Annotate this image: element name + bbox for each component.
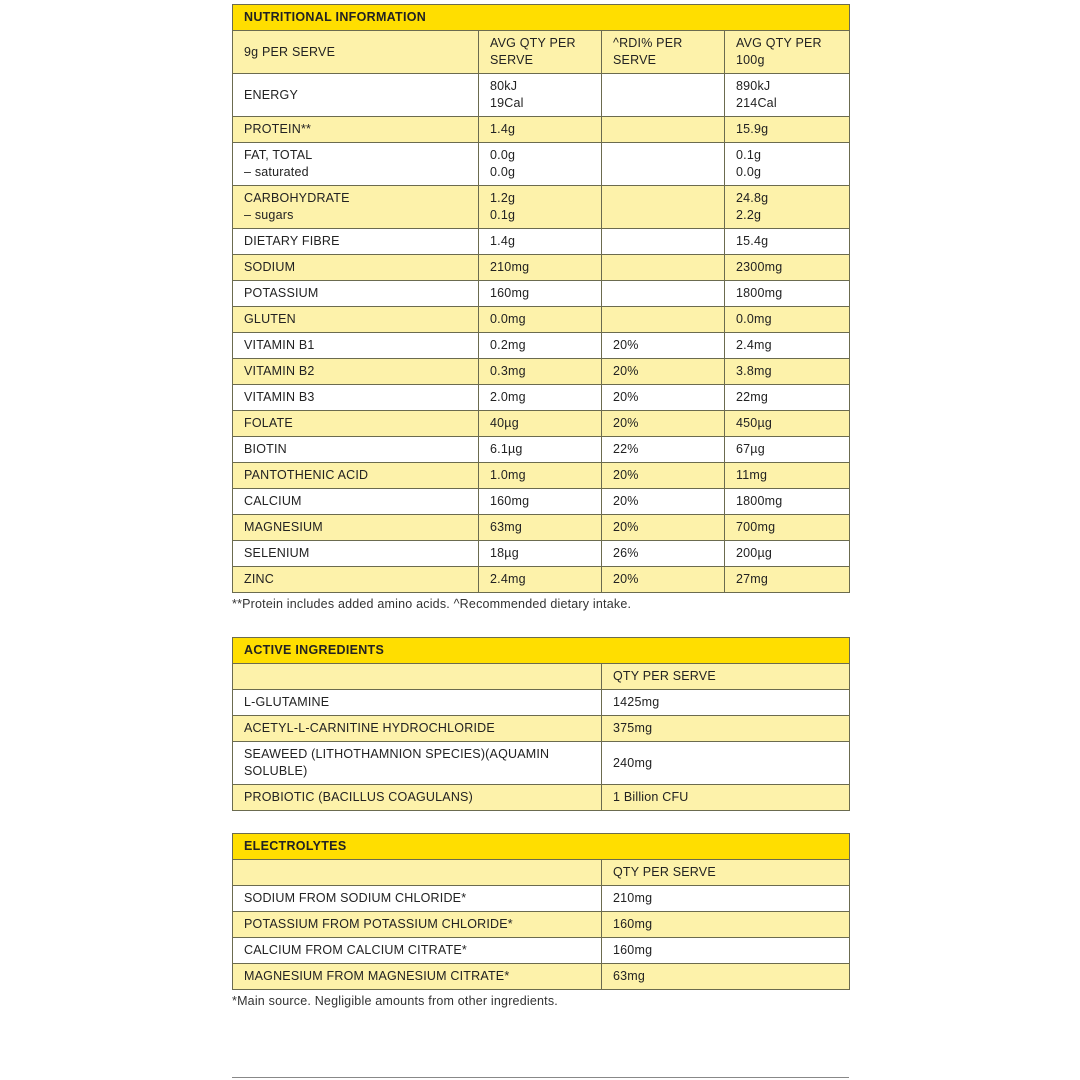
rdi-percent: 20% xyxy=(602,489,725,515)
nutrient-name: PROTEIN** xyxy=(233,117,479,143)
rdi-percent: 20% xyxy=(602,515,725,541)
electrolyte-row xyxy=(233,886,850,912)
qty-per-100g: 15.4g xyxy=(725,229,850,255)
rdi-percent: 20% xyxy=(602,567,725,593)
qty-per-serve: 160mg xyxy=(479,489,602,515)
qty-per-serve: 40µg xyxy=(479,411,602,437)
nutrient-name: VITAMIN B2 xyxy=(233,359,479,385)
electrolytes-title: ELECTROLYTES xyxy=(233,834,850,860)
qty-per-serve: 0.0mg xyxy=(479,307,602,333)
qty-per-100g: 1800mg xyxy=(725,281,850,307)
nutrition-row xyxy=(233,117,850,143)
electrolytes-table xyxy=(232,833,850,990)
nutrient-name: ENERGY xyxy=(233,74,479,117)
rdi-percent xyxy=(602,307,725,333)
active-ingredients-title: ACTIVE INGREDIENTS xyxy=(233,638,850,664)
nutrient-name: SELENIUM xyxy=(233,541,479,567)
qty-per-100g: 700mg xyxy=(725,515,850,541)
nutrition-row xyxy=(233,359,850,385)
qty-per-100g: 1800mg xyxy=(725,489,850,515)
qty-per-serve: 1.2g 0.1g xyxy=(479,186,602,229)
qty-per-100g: 890kJ 214Cal xyxy=(725,74,850,117)
rdi-percent xyxy=(602,186,725,229)
qty-per-100g: 2300mg xyxy=(725,255,850,281)
nutrition-footnote: **Protein includes added amino acids. ^Recommended dietary intake. xyxy=(232,597,632,611)
nutrient-name: PANTOTHENIC ACID xyxy=(233,463,479,489)
qty-per-serve: 80kJ 19Cal xyxy=(479,74,602,117)
active-ingredient-row xyxy=(233,716,850,742)
qty-per-serve: 2.0mg xyxy=(479,385,602,411)
electrolyte-name: CALCIUM FROM CALCIUM CITRATE* xyxy=(233,938,602,964)
nutrition-row xyxy=(233,281,850,307)
nutrition-row xyxy=(233,515,850,541)
nutrient-name: ZINC xyxy=(233,567,479,593)
nutrition-row xyxy=(233,463,850,489)
rdi-percent: 20% xyxy=(602,333,725,359)
ingredient-qty: 1425mg xyxy=(602,690,850,716)
ingredient-qty: 1 Billion CFU xyxy=(602,785,850,811)
nutrition-header-row xyxy=(233,31,850,74)
ingredient-qty: 375mg xyxy=(602,716,850,742)
nutrition-row xyxy=(233,255,850,281)
nutrition-row xyxy=(233,143,850,186)
active-ingredients-table xyxy=(232,637,850,811)
nutrition-table xyxy=(232,4,850,593)
qty-per-100g: 0.1g 0.0g xyxy=(725,143,850,186)
rdi-percent: 26% xyxy=(602,541,725,567)
qty-per-serve: 63mg xyxy=(479,515,602,541)
qty-per-100g: 11mg xyxy=(725,463,850,489)
electrolyte-qty: 210mg xyxy=(602,886,850,912)
electrolyte-name: POTASSIUM FROM POTASSIUM CHLORIDE* xyxy=(233,912,602,938)
header-avg-qty-100g: AVG QTY PER 100g xyxy=(725,31,850,74)
electrolyte-row xyxy=(233,912,850,938)
nutrition-row xyxy=(233,437,850,463)
header-serve-size: 9g PER SERVE xyxy=(233,31,479,74)
rdi-percent: 20% xyxy=(602,385,725,411)
rdi-percent xyxy=(602,281,725,307)
ingredient-name: PROBIOTIC (BACILLUS COAGULANS) xyxy=(233,785,602,811)
ingredient-qty: 240mg xyxy=(602,742,850,785)
active-header-qty: QTY PER SERVE xyxy=(602,664,850,690)
active-header-row xyxy=(233,664,850,690)
nutrient-name: FOLATE xyxy=(233,411,479,437)
ingredient-name: SEAWEED (LITHOTHAMNION SPECIES)(AQUAMIN SOLUBLE) xyxy=(233,742,602,785)
qty-per-serve: 0.0g 0.0g xyxy=(479,143,602,186)
nutrient-name: BIOTIN xyxy=(233,437,479,463)
rdi-percent xyxy=(602,229,725,255)
active-ingredient-row xyxy=(233,690,850,716)
nutrition-row xyxy=(233,333,850,359)
nutrient-name: POTASSIUM xyxy=(233,281,479,307)
nutrition-row xyxy=(233,74,850,117)
electrolyte-qty: 160mg xyxy=(602,912,850,938)
qty-per-serve: 2.4mg xyxy=(479,567,602,593)
nutrition-row xyxy=(233,411,850,437)
electrolytes-header-name xyxy=(233,860,602,886)
header-rdi: ^RDI% PER SERVE xyxy=(602,31,725,74)
ingredient-name: L-GLUTAMINE xyxy=(233,690,602,716)
nutrient-name: CALCIUM xyxy=(233,489,479,515)
active-header-name xyxy=(233,664,602,690)
rdi-percent: 22% xyxy=(602,437,725,463)
nutrition-row xyxy=(233,186,850,229)
nutrient-name: VITAMIN B3 xyxy=(233,385,479,411)
qty-per-100g: 200µg xyxy=(725,541,850,567)
qty-per-serve: 6.1µg xyxy=(479,437,602,463)
electrolytes-footnote: *Main source. Negligible amounts from other ingredients. xyxy=(232,994,558,1008)
electrolyte-qty: 160mg xyxy=(602,938,850,964)
qty-per-serve: 1.4g xyxy=(479,229,602,255)
rdi-percent xyxy=(602,74,725,117)
qty-per-serve: 18µg xyxy=(479,541,602,567)
active-ingredient-row xyxy=(233,785,850,811)
electrolyte-row xyxy=(233,964,850,990)
ingredient-name: ACETYL-L-CARNITINE HYDROCHLORIDE xyxy=(233,716,602,742)
active-ingredient-row xyxy=(233,742,850,785)
qty-per-100g: 450µg xyxy=(725,411,850,437)
electrolyte-qty: 63mg xyxy=(602,964,850,990)
bottom-divider xyxy=(232,1077,849,1078)
qty-per-100g: 22mg xyxy=(725,385,850,411)
rdi-percent: 20% xyxy=(602,411,725,437)
qty-per-serve: 210mg xyxy=(479,255,602,281)
qty-per-serve: 1.0mg xyxy=(479,463,602,489)
rdi-percent xyxy=(602,255,725,281)
rdi-percent: 20% xyxy=(602,463,725,489)
electrolyte-name: SODIUM FROM SODIUM CHLORIDE* xyxy=(233,886,602,912)
header-avg-qty-serve: AVG QTY PER SERVE xyxy=(479,31,602,74)
nutrient-name: GLUTEN xyxy=(233,307,479,333)
electrolytes-header-row xyxy=(233,860,850,886)
nutrition-row xyxy=(233,567,850,593)
qty-per-serve: 0.2mg xyxy=(479,333,602,359)
nutrition-row xyxy=(233,307,850,333)
qty-per-100g: 3.8mg xyxy=(725,359,850,385)
nutrient-name: FAT, TOTAL – saturated xyxy=(233,143,479,186)
nutrition-panel xyxy=(232,4,849,1012)
electrolytes-header-qty: QTY PER SERVE xyxy=(602,860,850,886)
electrolyte-row xyxy=(233,938,850,964)
nutrient-name: MAGNESIUM xyxy=(233,515,479,541)
qty-per-100g: 2.4mg xyxy=(725,333,850,359)
nutrition-row xyxy=(233,541,850,567)
nutrient-name: VITAMIN B1 xyxy=(233,333,479,359)
qty-per-serve: 0.3mg xyxy=(479,359,602,385)
nutrient-name: DIETARY FIBRE xyxy=(233,229,479,255)
rdi-percent xyxy=(602,143,725,186)
qty-per-100g: 15.9g xyxy=(725,117,850,143)
rdi-percent: 20% xyxy=(602,359,725,385)
nutrition-row xyxy=(233,385,850,411)
qty-per-100g: 24.8g 2.2g xyxy=(725,186,850,229)
nutrition-row xyxy=(233,229,850,255)
rdi-percent xyxy=(602,117,725,143)
qty-per-serve: 1.4g xyxy=(479,117,602,143)
qty-per-100g: 27mg xyxy=(725,567,850,593)
qty-per-100g: 0.0mg xyxy=(725,307,850,333)
electrolyte-name: MAGNESIUM FROM MAGNESIUM CITRATE* xyxy=(233,964,602,990)
qty-per-serve: 160mg xyxy=(479,281,602,307)
qty-per-100g: 67µg xyxy=(725,437,850,463)
nutrient-name: SODIUM xyxy=(233,255,479,281)
nutrition-row xyxy=(233,489,850,515)
nutrition-title: NUTRITIONAL INFORMATION xyxy=(233,5,850,31)
nutrient-name: CARBOHYDRATE – sugars xyxy=(233,186,479,229)
